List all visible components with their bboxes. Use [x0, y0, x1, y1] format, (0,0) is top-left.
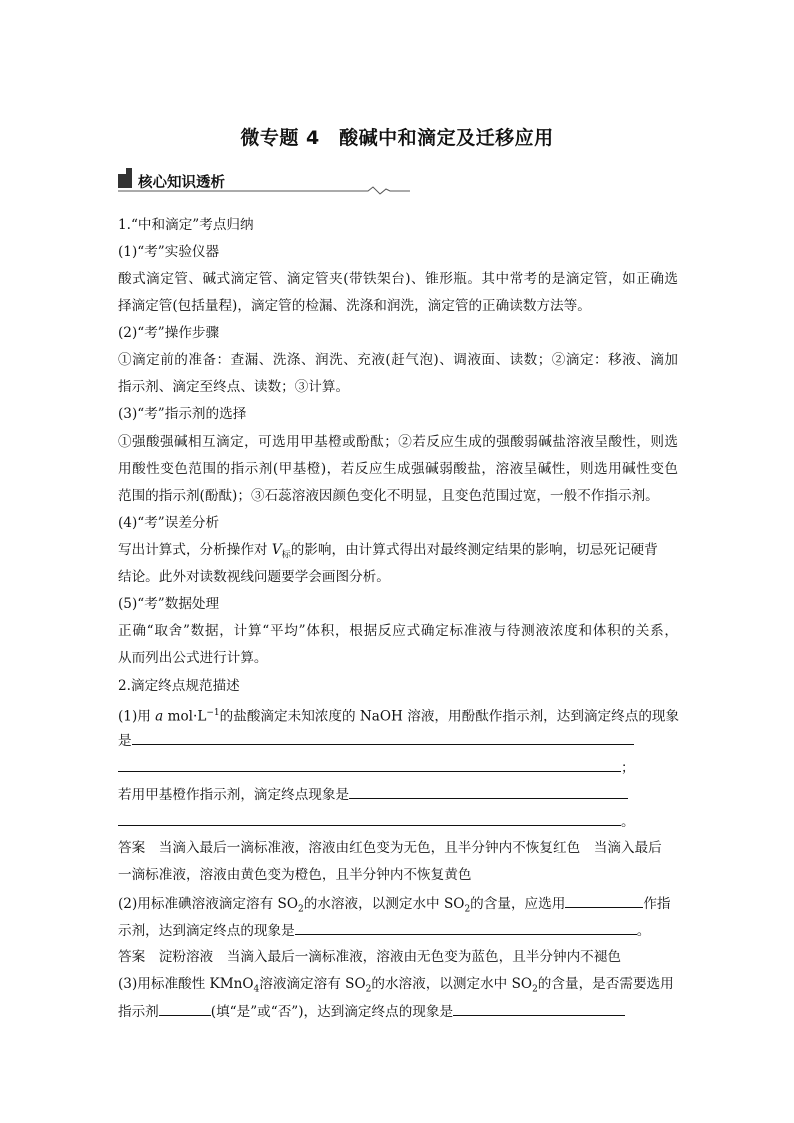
answer-label: 答案 [118, 840, 146, 856]
text-span: 的水溶液，以测定水中 SO [303, 896, 465, 912]
question-1b-line [118, 784, 628, 805]
answer-1-line: 一滴标准液，溶液由黄色变为橙色，且半分钟内不恢复黄色 [118, 867, 472, 883]
answer-blank[interactable] [118, 757, 621, 772]
answer-blank[interactable] [295, 920, 637, 935]
text-span: 示剂，达到滴定终点的现象是 [118, 923, 295, 939]
text-span: mol·L [163, 708, 207, 725]
answer-label: 答案 [118, 949, 146, 965]
text-span: (1)用 [118, 708, 156, 725]
text-span: (3)用标准酸性 KMnO [118, 976, 254, 992]
sub-heading-1-4: (4)“考”误差分析 [118, 515, 220, 531]
paragraph-line: 正确“取舍”数据，计算“平均”体积，根据反应式确定标准液与待测液浓度和体积的关系， [118, 623, 678, 639]
text-span: 作指 [643, 896, 671, 912]
answer-blank[interactable] [349, 784, 628, 799]
answer-1-line [118, 838, 662, 858]
subscript: 2 [365, 984, 372, 995]
paragraph-line [118, 540, 658, 566]
paragraph-line: 从而列出公式进行计算。 [118, 650, 268, 666]
text-span: 的影响，由计算式得出对最终测定结果的影响，切忌死记硬背 [290, 542, 658, 558]
sub-heading-1-2: (2)“考”操作步骤 [118, 325, 220, 341]
text-span: 指示剂 [118, 1004, 159, 1020]
question-3-line [118, 974, 674, 1000]
text-span: 的含量，是否需要选用 [537, 976, 674, 992]
text-span: 写出计算式，分析操作对 [118, 542, 272, 558]
answer-blank[interactable] [565, 893, 643, 908]
sub-heading-1-5: (5)“考”数据处理 [118, 596, 220, 612]
answer-2-line [118, 947, 621, 967]
text-span: 。 [636, 923, 651, 939]
text-span: (填“是”或“否”)，达到滴定终点的现象是 [210, 1004, 454, 1020]
answer-blank[interactable] [453, 1001, 625, 1016]
text-span: 当滴入最后一滴标准液，溶液由红色变为无色，且半分钟内不恢复红色 当滴入最后 [158, 840, 662, 856]
answer-blank[interactable] [132, 730, 634, 745]
section-underline-icon [118, 186, 410, 196]
paragraph-line: 酸式滴定管、碱式滴定管、滴定管夹(带铁架台)、锥形瓶。其中常考的是滴定管，如正确选 [118, 271, 678, 287]
answer-blank[interactable] [118, 811, 621, 826]
page-title: 微专题 4 酸碱中和滴定及迁移应用 [240, 127, 554, 149]
paragraph-line: 范围的指示剂(酚酞)；③石蕊溶液因颜色变化不明显，且变色范围过宽，一般不作指示剂。 [118, 488, 659, 504]
heading-2: 2.滴定终点规范描述 [118, 678, 240, 694]
text-span: 的盐酸滴定未知浓度的 NaOH 溶液，用酚酞作指示剂，达到滴定终点的现象 [219, 708, 680, 725]
text-span: 溶液滴定溶有 SO [259, 976, 366, 992]
paragraph-line: 结论。此外对读数视线问题要学会画图分析。 [118, 569, 390, 585]
subscript: 4 [253, 984, 260, 995]
text-span: (2)用标准碘溶液滴定溶有 SO [118, 896, 298, 912]
sub-heading-1-1: (1)“考”实验仪器 [118, 244, 220, 260]
text-span: 是 [118, 733, 132, 749]
text-span: 。 [621, 814, 635, 830]
paragraph-line: 用酸性变色范围的指示剂(甲基橙)，若反应生成强碱弱酸盐，溶液呈碱性，则选用碱性变色 [118, 461, 678, 477]
subscript: 2 [464, 904, 471, 915]
heading-1: 1.“中和滴定”考点归纳 [118, 217, 254, 233]
text-span: 淀粉溶液 当滴入最后一滴标准液，溶液由无色变为蓝色，且半分钟内不褪色 [158, 949, 621, 965]
text-span: 若用甲基橙作指示剂，滴定终点现象是 [118, 787, 350, 803]
section-square-small-icon [126, 168, 132, 174]
question-1-answer-line [118, 730, 634, 751]
subscript: 标 [281, 550, 291, 561]
variable-a: a [155, 708, 164, 725]
text-span: 的含量，应选用 [470, 896, 566, 912]
question-1b-answer-line [118, 811, 635, 832]
paragraph-line: ①滴定前的准备：查漏、洗涤、润洗、充液(赶气泡)、调液面、读数；②滴定：移液、滴加 [118, 352, 678, 368]
subscript: 2 [297, 904, 304, 915]
question-2-line [118, 893, 671, 920]
paragraph-line: ①强酸强碱相互滴定，可选用甲基橙或酚酞；②若反应生成的强酸弱碱盐溶液呈酸性，则选 [118, 434, 678, 450]
text-span: ； [621, 760, 635, 776]
answer-blank[interactable] [159, 1001, 211, 1016]
paragraph-line: 择滴定管(包括量程)，滴定管的检漏、洗涤和润洗，滴定管的正确读数方法等。 [118, 298, 591, 314]
text-span: 的水溶液，以测定水中 SO [371, 976, 533, 992]
question-2-answer-line [118, 920, 650, 941]
section-title: 核心知识透析 [138, 175, 225, 191]
question-1-answer-line [118, 757, 635, 778]
question-3-answer-line [118, 1001, 625, 1022]
section-heading [118, 168, 410, 194]
question-1-line [118, 703, 679, 727]
sub-heading-1-3: (3)“考”指示剂的选择 [118, 406, 247, 422]
paragraph-line: 指示剂、滴定至终点、读数；③计算。 [118, 379, 350, 395]
subscript: 2 [532, 984, 538, 995]
variable-v: V [271, 542, 282, 558]
superscript: −1 [206, 708, 220, 718]
